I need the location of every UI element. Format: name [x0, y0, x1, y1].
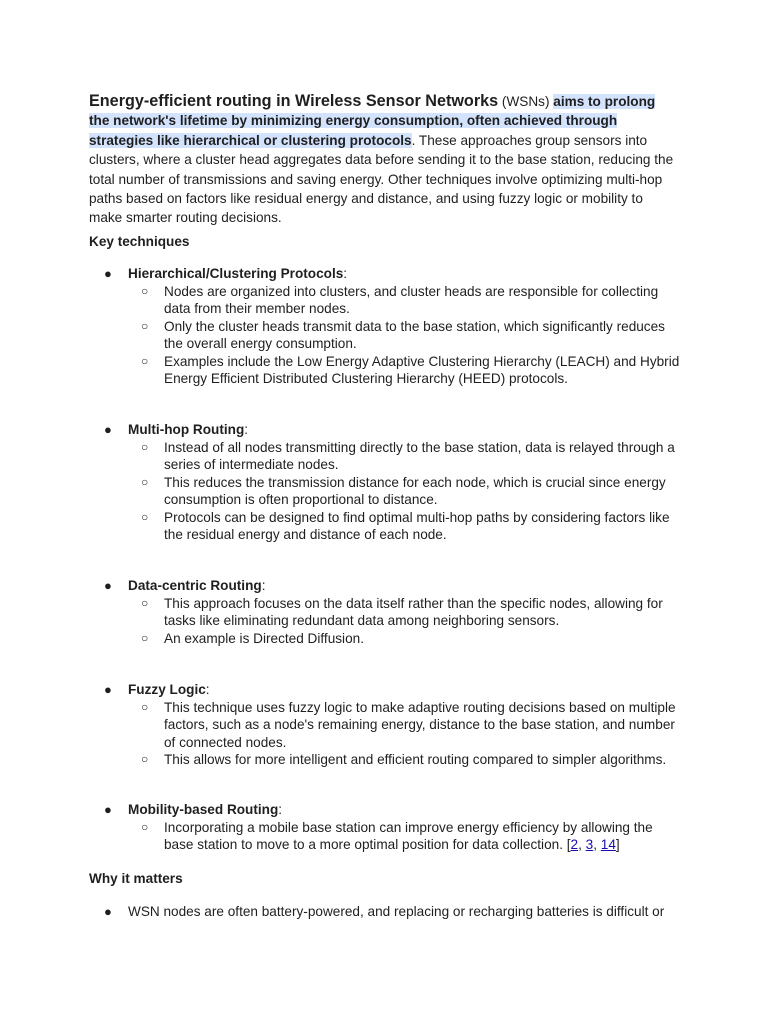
circle-bullet-icon: ○	[141, 700, 149, 714]
citation-link[interactable]: 3	[585, 837, 594, 853]
technique-point: ○ Examples include the Low Energy Adaptive Clustering Hierarchy (LEACH) and Hybrid Energy Efficient Distributed Clustering Hierarchy (HEED) protocols.	[141, 353, 680, 387]
intro-paragraph	[89, 92, 679, 228]
technique-point: ○ This approach focuses on the data itself rather than the specific nodes, allowing for tasks like eliminating redundant data among neighboring sensors.	[141, 596, 663, 629]
technique-point: ○ This allows for more intelligent and efficient routing compared to simpler algorithms.	[141, 752, 667, 768]
circle-bullet-icon: ○	[141, 440, 149, 454]
circle-bullet-icon: ○	[141, 318, 149, 333]
technique-point: ○ Instead of all nodes transmitting directly to the base station, data is relayed through a series of intermediate nodes.	[141, 440, 675, 473]
bullet-icon: ●	[104, 802, 112, 817]
technique-name: Mobility-based Routing	[128, 802, 279, 817]
technique-item: ● Multi-hop Routing: ○ Instead of all nodes transmitting directly to the base station, data is relayed through a series of intermediate nodes. ○ This reduces the transmission distance for each node, which is crucial since energy consumption is often proportional to distance. ○ Protocols can be designed to find optimal multi-hop paths by considering factors like the residual energy and distance of each node.	[104, 420, 684, 543]
why-it-matters-heading: Why it matters	[89, 871, 183, 886]
technique-point: ○ Nodes are organized into clusters, and cluster heads are responsible for collecting data from their member nodes.	[141, 284, 659, 317]
circle-bullet-icon: ○	[141, 630, 149, 645]
bullet-icon: ●	[104, 682, 112, 697]
technique-item: ● Mobility-based Routing: ○ Incorporating a mobile base station can improve energy efficiency by allowing the base station to move to a more optimal position for data collection. [2, 3, 14]	[104, 800, 684, 854]
circle-bullet-icon: ○	[141, 820, 149, 834]
why-item	[104, 902, 684, 921]
circle-bullet-icon: ○	[141, 752, 149, 767]
bullet-icon: ●	[104, 904, 112, 919]
intro-highlight: aims to prolong the network's lifetime by minimizing energy consumption, often achieved through strategies like hierarchical or clustering protocols	[89, 94, 656, 148]
circle-bullet-icon: ○	[141, 353, 149, 368]
technique-name: Multi-hop Routing	[128, 422, 245, 437]
technique-name: Fuzzy Logic	[128, 682, 206, 697]
technique-name: Hierarchical/Clustering Protocols	[128, 266, 344, 281]
bullet-icon: ●	[104, 578, 112, 593]
technique-point: ○ This reduces the transmission distance for each node, which is crucial since energy consumption is often proportional to distance.	[141, 474, 666, 508]
technique-item: ● Data-centric Routing: ○ This approach focuses on the data itself rather than the specific nodes, allowing for tasks like eliminating redundant data among neighboring sensors. ○ An example is Directed Diffusion.	[104, 576, 684, 647]
technique-point: ○ An example is Directed Diffusion.	[141, 630, 364, 646]
intro-title: Energy-efficient routing in Wireless Sensor Networks	[89, 92, 499, 110]
technique-item: ● Fuzzy Logic: ○ This technique uses fuzzy logic to make adaptive routing decisions based on multiple factors, such as a node's remaining energy, distance to the base station, and number of connected nodes. ○ This allows for more intelligent and efficient routing compared to simpler algorithms.	[104, 680, 684, 769]
technique-point: ○ Incorporating a mobile base station can improve energy efficiency by allowing the base station to move to a more optimal position for data collection. [2, 3, 14]	[141, 820, 653, 853]
technique-point: ○ Only the cluster heads transmit data to the base station, which significantly reduces the overall energy consumption.	[141, 318, 665, 352]
technique-point: ○ Protocols can be designed to find optimal multi-hop paths by considering factors like the residual energy and distance of each node.	[141, 509, 670, 543]
circle-bullet-icon: ○	[141, 509, 149, 524]
bullet-icon: ●	[104, 422, 112, 437]
key-techniques-heading: Key techniques	[89, 234, 190, 249]
circle-bullet-icon: ○	[141, 474, 149, 489]
why-point: WSN nodes are often battery-powered, and replacing or recharging batteries is difficult or	[128, 904, 665, 919]
technique-name: Data-centric Routing	[128, 578, 262, 593]
technique-item: ● Hierarchical/Clustering Protocols: ○ Nodes are organized into clusters, and cluster heads are responsible for collecting data from their member nodes. ○ Only the cluster heads transmit data to the base station, which significantly reduces the overall energy consumption. ○ Examples include the Low Energy Adaptive Clustering Hierarchy (LEACH) and Hybrid Energy Efficient Distributed Clustering Hierarchy (HEED) protocols.	[104, 264, 684, 387]
citation-link[interactable]: 14	[600, 837, 616, 853]
circle-bullet-icon: ○	[141, 284, 149, 298]
intro-rest: . These approaches group sensors into clusters, where a cluster head aggregates data before sending it to the base station, reducing the total number of transmissions and saving energy. Other techniques involve optimizing multi-hop paths based on factors like residual energy and distance, and using fuzzy logic or mobility to make smarter routing decisions.	[89, 132, 674, 226]
bullet-icon: ●	[104, 266, 112, 281]
intro-abbr: (WSNs)	[498, 94, 554, 109]
circle-bullet-icon: ○	[141, 596, 149, 610]
technique-point: ○ This technique uses fuzzy logic to make adaptive routing decisions based on multiple factors, such as a node's remaining energy, distance to the base station, and number of connected nodes.	[141, 700, 676, 750]
citation-link[interactable]: 2	[570, 837, 579, 853]
